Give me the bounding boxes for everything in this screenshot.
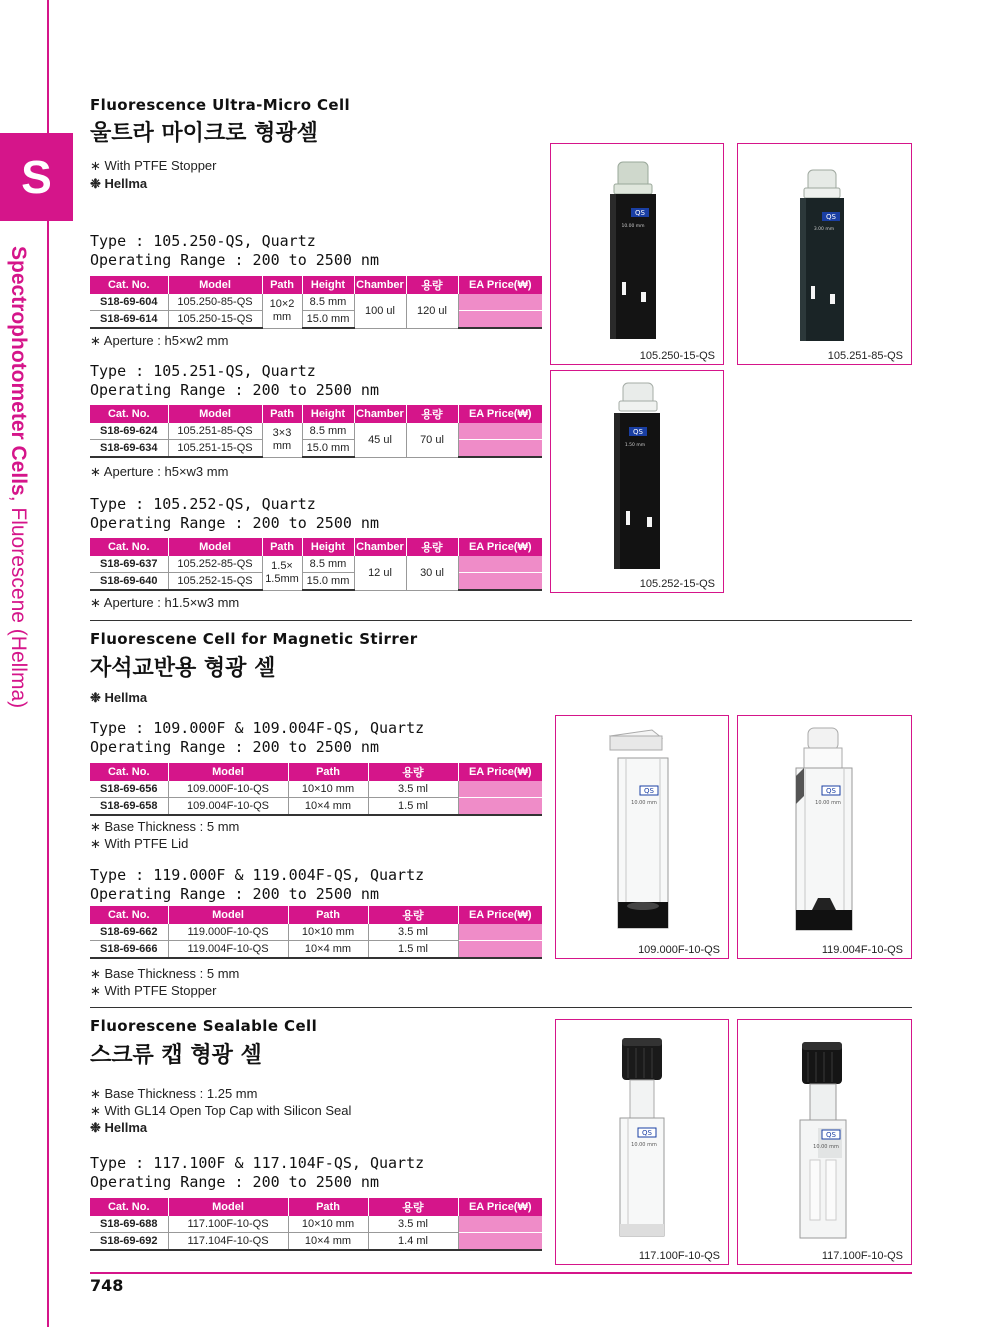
cell-label: QS <box>826 787 836 795</box>
cat-no: S18-69-692 <box>90 1233 168 1251</box>
volume: 70 ul <box>406 423 458 457</box>
model: 105.252-85-QS <box>168 556 262 573</box>
path-line-1: 3×3 <box>272 426 292 439</box>
spec-table <box>90 906 542 959</box>
cat-no: S18-69-634 <box>90 440 168 458</box>
volume: 1.5 ml <box>368 798 458 816</box>
photo-caption: 105.251-85-QS <box>827 350 903 362</box>
cuvette-clear-icon <box>556 716 728 944</box>
height: 15.0 mm <box>302 311 354 329</box>
brand-label: ❉ Hellma <box>90 176 148 191</box>
header-volume: 용량 <box>406 405 458 423</box>
screw-cap-cuvette-icon <box>738 1020 911 1250</box>
model: 119.004F-10-QS <box>168 941 288 959</box>
cuvette-dark-icon <box>738 144 911 349</box>
model: 117.104F-10-QS <box>168 1233 288 1251</box>
cat-no: S18-69-656 <box>90 781 168 798</box>
product-photo <box>555 715 729 959</box>
path-line-1: 1.5× <box>271 559 293 572</box>
height: 8.5 mm <box>302 423 354 440</box>
cat-no: S18-69-688 <box>90 1216 168 1233</box>
header-cat: Cat. No. <box>90 1198 168 1216</box>
price <box>458 440 542 458</box>
volume: 1.5 ml <box>368 941 458 959</box>
side-title-rest: , Fluorescene (Hellma) <box>7 495 30 709</box>
photo-caption: 119.004F-10-QS <box>821 944 903 956</box>
header-path: Path <box>288 1198 368 1216</box>
product-photo <box>737 715 912 959</box>
type-line: Type : 105.250-QS, Quartz <box>90 232 316 250</box>
header-height: Height <box>302 405 354 423</box>
spec-table <box>90 276 542 329</box>
table-row <box>90 294 542 311</box>
path <box>262 556 302 590</box>
photo-caption: 117.100F-10-QS <box>821 1250 903 1262</box>
model: 105.250-85-QS <box>168 294 262 311</box>
photo-caption: 105.250-15-QS <box>639 350 715 362</box>
header-chamber: Chamber <box>354 538 406 556</box>
range-line: Operating Range : 200 to 2500 nm <box>90 738 379 756</box>
product-photo <box>737 143 912 365</box>
cuvette-clear-icon <box>738 716 911 944</box>
cuvette-black-icon <box>551 371 723 576</box>
price <box>458 1233 542 1251</box>
section-title-en: Fluorescene Cell for Magnetic Stirrer <box>90 630 418 648</box>
price <box>458 556 542 573</box>
price <box>458 294 542 311</box>
cell-sub: 10.00 mm <box>813 1144 839 1150</box>
page-number: 748 <box>90 1276 124 1295</box>
type-line: Type : 109.000F & 109.004F-QS, Quartz <box>90 719 425 737</box>
cat-no: S18-69-658 <box>90 798 168 816</box>
table-row <box>90 798 542 816</box>
spec-table <box>90 1198 542 1251</box>
table-row <box>90 1216 542 1233</box>
photo-caption: 109.000F-10-QS <box>638 944 720 956</box>
model: 119.000F-10-QS <box>168 924 288 941</box>
volume: 120 ul <box>406 294 458 328</box>
cell-label: QS <box>826 1131 836 1139</box>
header-height: Height <box>302 276 354 294</box>
product-photo <box>555 1019 729 1265</box>
model: 105.251-15-QS <box>168 440 262 458</box>
header-cat: Cat. No. <box>90 538 168 556</box>
table-row <box>90 941 542 959</box>
model: 109.000F-10-QS <box>168 781 288 798</box>
cat-no: S18-69-604 <box>90 294 168 311</box>
type-line: Type : 105.252-QS, Quartz <box>90 495 316 513</box>
spec-table <box>90 405 542 458</box>
header-path: Path <box>288 906 368 924</box>
path-line-2: mm <box>272 310 292 323</box>
screw-cap-cuvette-icon <box>556 1020 728 1250</box>
model: 105.250-15-QS <box>168 311 262 329</box>
price <box>458 573 542 591</box>
cell-sub: 10.00 mm <box>631 1142 657 1148</box>
cell-label: QS <box>633 428 643 436</box>
cell-label: QS <box>642 1129 652 1137</box>
header-path: Path <box>262 276 302 294</box>
note: ∗ With PTFE Lid <box>90 836 189 851</box>
volume: 3.5 ml <box>368 1216 458 1233</box>
header-price: EA Price(₩) <box>458 405 542 423</box>
note: ∗ With PTFE Stopper <box>90 158 217 173</box>
path: 10×10 mm <box>288 1216 368 1233</box>
range-line: Operating Range : 200 to 2500 nm <box>90 251 379 269</box>
table-row <box>90 556 542 573</box>
header-path: Path <box>288 763 368 781</box>
spec-table <box>90 538 542 591</box>
header-cat: Cat. No. <box>90 763 168 781</box>
path-line-1: 10×2 <box>269 297 295 310</box>
path <box>262 423 302 457</box>
volume: 3.5 ml <box>368 781 458 798</box>
cat-no: S18-69-662 <box>90 924 168 941</box>
note: ∗ Aperture : h5×w2 mm <box>90 333 229 348</box>
chamber: 45 ul <box>354 423 406 457</box>
price <box>458 798 542 816</box>
path: 10×4 mm <box>288 1233 368 1251</box>
header-volume: 용량 <box>368 906 458 924</box>
header-price: EA Price(₩) <box>458 1198 542 1216</box>
table-row <box>90 924 542 941</box>
header-cat: Cat. No. <box>90 276 168 294</box>
note: ∗ Aperture : h1.5×w3 mm <box>90 595 240 610</box>
cuvette-black-icon <box>551 144 723 349</box>
section-divider <box>90 620 912 621</box>
model: 117.100F-10-QS <box>168 1216 288 1233</box>
model: 109.004F-10-QS <box>168 798 288 816</box>
header-model: Model <box>168 276 262 294</box>
chamber: 100 ul <box>354 294 406 328</box>
type-line: Type : 119.000F & 119.004F-QS, Quartz <box>90 866 425 884</box>
header-model: Model <box>168 538 262 556</box>
header-path: Path <box>262 405 302 423</box>
note: ∗ With PTFE Stopper <box>90 983 217 998</box>
brand-label: ❉ Hellma <box>90 690 148 705</box>
product-photo <box>550 143 724 365</box>
photo-caption: 105.252-15-QS <box>639 578 715 590</box>
path <box>262 294 302 328</box>
cell-sub: 10.00 mm <box>815 800 841 806</box>
range-line: Operating Range : 200 to 2500 nm <box>90 514 379 532</box>
height: 8.5 mm <box>302 556 354 573</box>
header-cat: Cat. No. <box>90 906 168 924</box>
height: 15.0 mm <box>302 440 354 458</box>
table-row <box>90 440 542 458</box>
footer-line <box>90 1272 912 1274</box>
path: 10×4 mm <box>288 941 368 959</box>
volume: 3.5 ml <box>368 924 458 941</box>
path: 10×10 mm <box>288 781 368 798</box>
header-price: EA Price(₩) <box>458 538 542 556</box>
volume: 1.4 ml <box>368 1233 458 1251</box>
cat-no: S18-69-637 <box>90 556 168 573</box>
price <box>458 311 542 329</box>
table-row <box>90 1233 542 1251</box>
chamber: 12 ul <box>354 556 406 590</box>
range-line: Operating Range : 200 to 2500 nm <box>90 381 379 399</box>
table-row <box>90 781 542 798</box>
model: 105.252-15-QS <box>168 573 262 591</box>
brand-label: ❉ Hellma <box>90 1120 148 1135</box>
path-line-2: 1.5mm <box>265 572 299 585</box>
path: 10×4 mm <box>288 798 368 816</box>
photo-caption: 117.100F-10-QS <box>638 1250 720 1262</box>
header-price: EA Price(₩) <box>458 276 542 294</box>
range-line: Operating Range : 200 to 2500 nm <box>90 885 379 903</box>
header-model: Model <box>168 906 288 924</box>
path-line-2: mm <box>272 439 292 452</box>
header-volume: 용량 <box>368 1198 458 1216</box>
header-volume: 용량 <box>406 276 458 294</box>
price <box>458 781 542 798</box>
header-model: Model <box>168 1198 288 1216</box>
cell-sub: 10.00 mm <box>621 224 645 229</box>
header-model: Model <box>168 405 262 423</box>
header-price: EA Price(₩) <box>458 906 542 924</box>
cell-label: QS <box>826 213 836 221</box>
header-chamber: Chamber <box>354 405 406 423</box>
header-height: Height <box>302 538 354 556</box>
height: 8.5 mm <box>302 294 354 311</box>
product-photo <box>550 370 724 593</box>
note: ∗ With GL14 Open Top Cap with Silicon Seal <box>90 1103 352 1118</box>
product-photo <box>737 1019 912 1265</box>
type-line: Type : 105.251-QS, Quartz <box>90 362 316 380</box>
note: ∗ Aperture : h5×w3 mm <box>90 464 229 479</box>
path: 10×10 mm <box>288 924 368 941</box>
section-tab <box>0 133 73 221</box>
note: ∗ Base Thickness : 5 mm <box>90 819 240 834</box>
header-cat: Cat. No. <box>90 405 168 423</box>
header-volume: 용량 <box>406 538 458 556</box>
table-row <box>90 573 542 591</box>
type-line: Type : 117.100F & 117.104F-QS, Quartz <box>90 1154 425 1172</box>
cat-no: S18-69-614 <box>90 311 168 329</box>
note: ∗ Base Thickness : 5 mm <box>90 966 240 981</box>
cell-label: QS <box>635 209 645 217</box>
section-title-en: Fluorescence Ultra-Micro Cell <box>90 96 351 114</box>
side-title <box>6 246 30 708</box>
side-title-bold: Spectrophotometer Cells <box>7 246 30 496</box>
volume: 30 ul <box>406 556 458 590</box>
price <box>458 423 542 440</box>
model: 105.251-85-QS <box>168 423 262 440</box>
section-divider <box>90 1007 912 1008</box>
header-volume: 용량 <box>368 763 458 781</box>
cat-no: S18-69-666 <box>90 941 168 959</box>
section-title-ko: 자석교반용 형광 셀 <box>90 656 276 681</box>
note: ∗ Base Thickness : 1.25 mm <box>90 1086 258 1101</box>
spec-table <box>90 763 542 816</box>
section-title-ko: 울트라 마이크로 형광셀 <box>90 121 318 146</box>
table-row <box>90 311 542 329</box>
cat-no: S18-69-624 <box>90 423 168 440</box>
section-title-ko: 스크류 캡 형광 셀 <box>90 1043 262 1068</box>
price <box>458 941 542 959</box>
height: 15.0 mm <box>302 573 354 591</box>
cat-no: S18-69-640 <box>90 573 168 591</box>
table-row <box>90 423 542 440</box>
range-line: Operating Range : 200 to 2500 nm <box>90 1173 379 1191</box>
header-chamber: Chamber <box>354 276 406 294</box>
header-price: EA Price(₩) <box>458 763 542 781</box>
price <box>458 924 542 941</box>
price <box>458 1216 542 1233</box>
section-tab-letter: S <box>21 151 52 203</box>
section-title-en: Fluorescene Sealable Cell <box>90 1017 318 1035</box>
cell-sub: 10.00 mm <box>631 800 657 806</box>
cell-sub: 3.00 mm <box>813 227 835 232</box>
cell-label: QS <box>644 787 654 795</box>
header-model: Model <box>168 763 288 781</box>
header-path: Path <box>262 538 302 556</box>
cell-sub: 1.50 mm <box>624 443 646 448</box>
